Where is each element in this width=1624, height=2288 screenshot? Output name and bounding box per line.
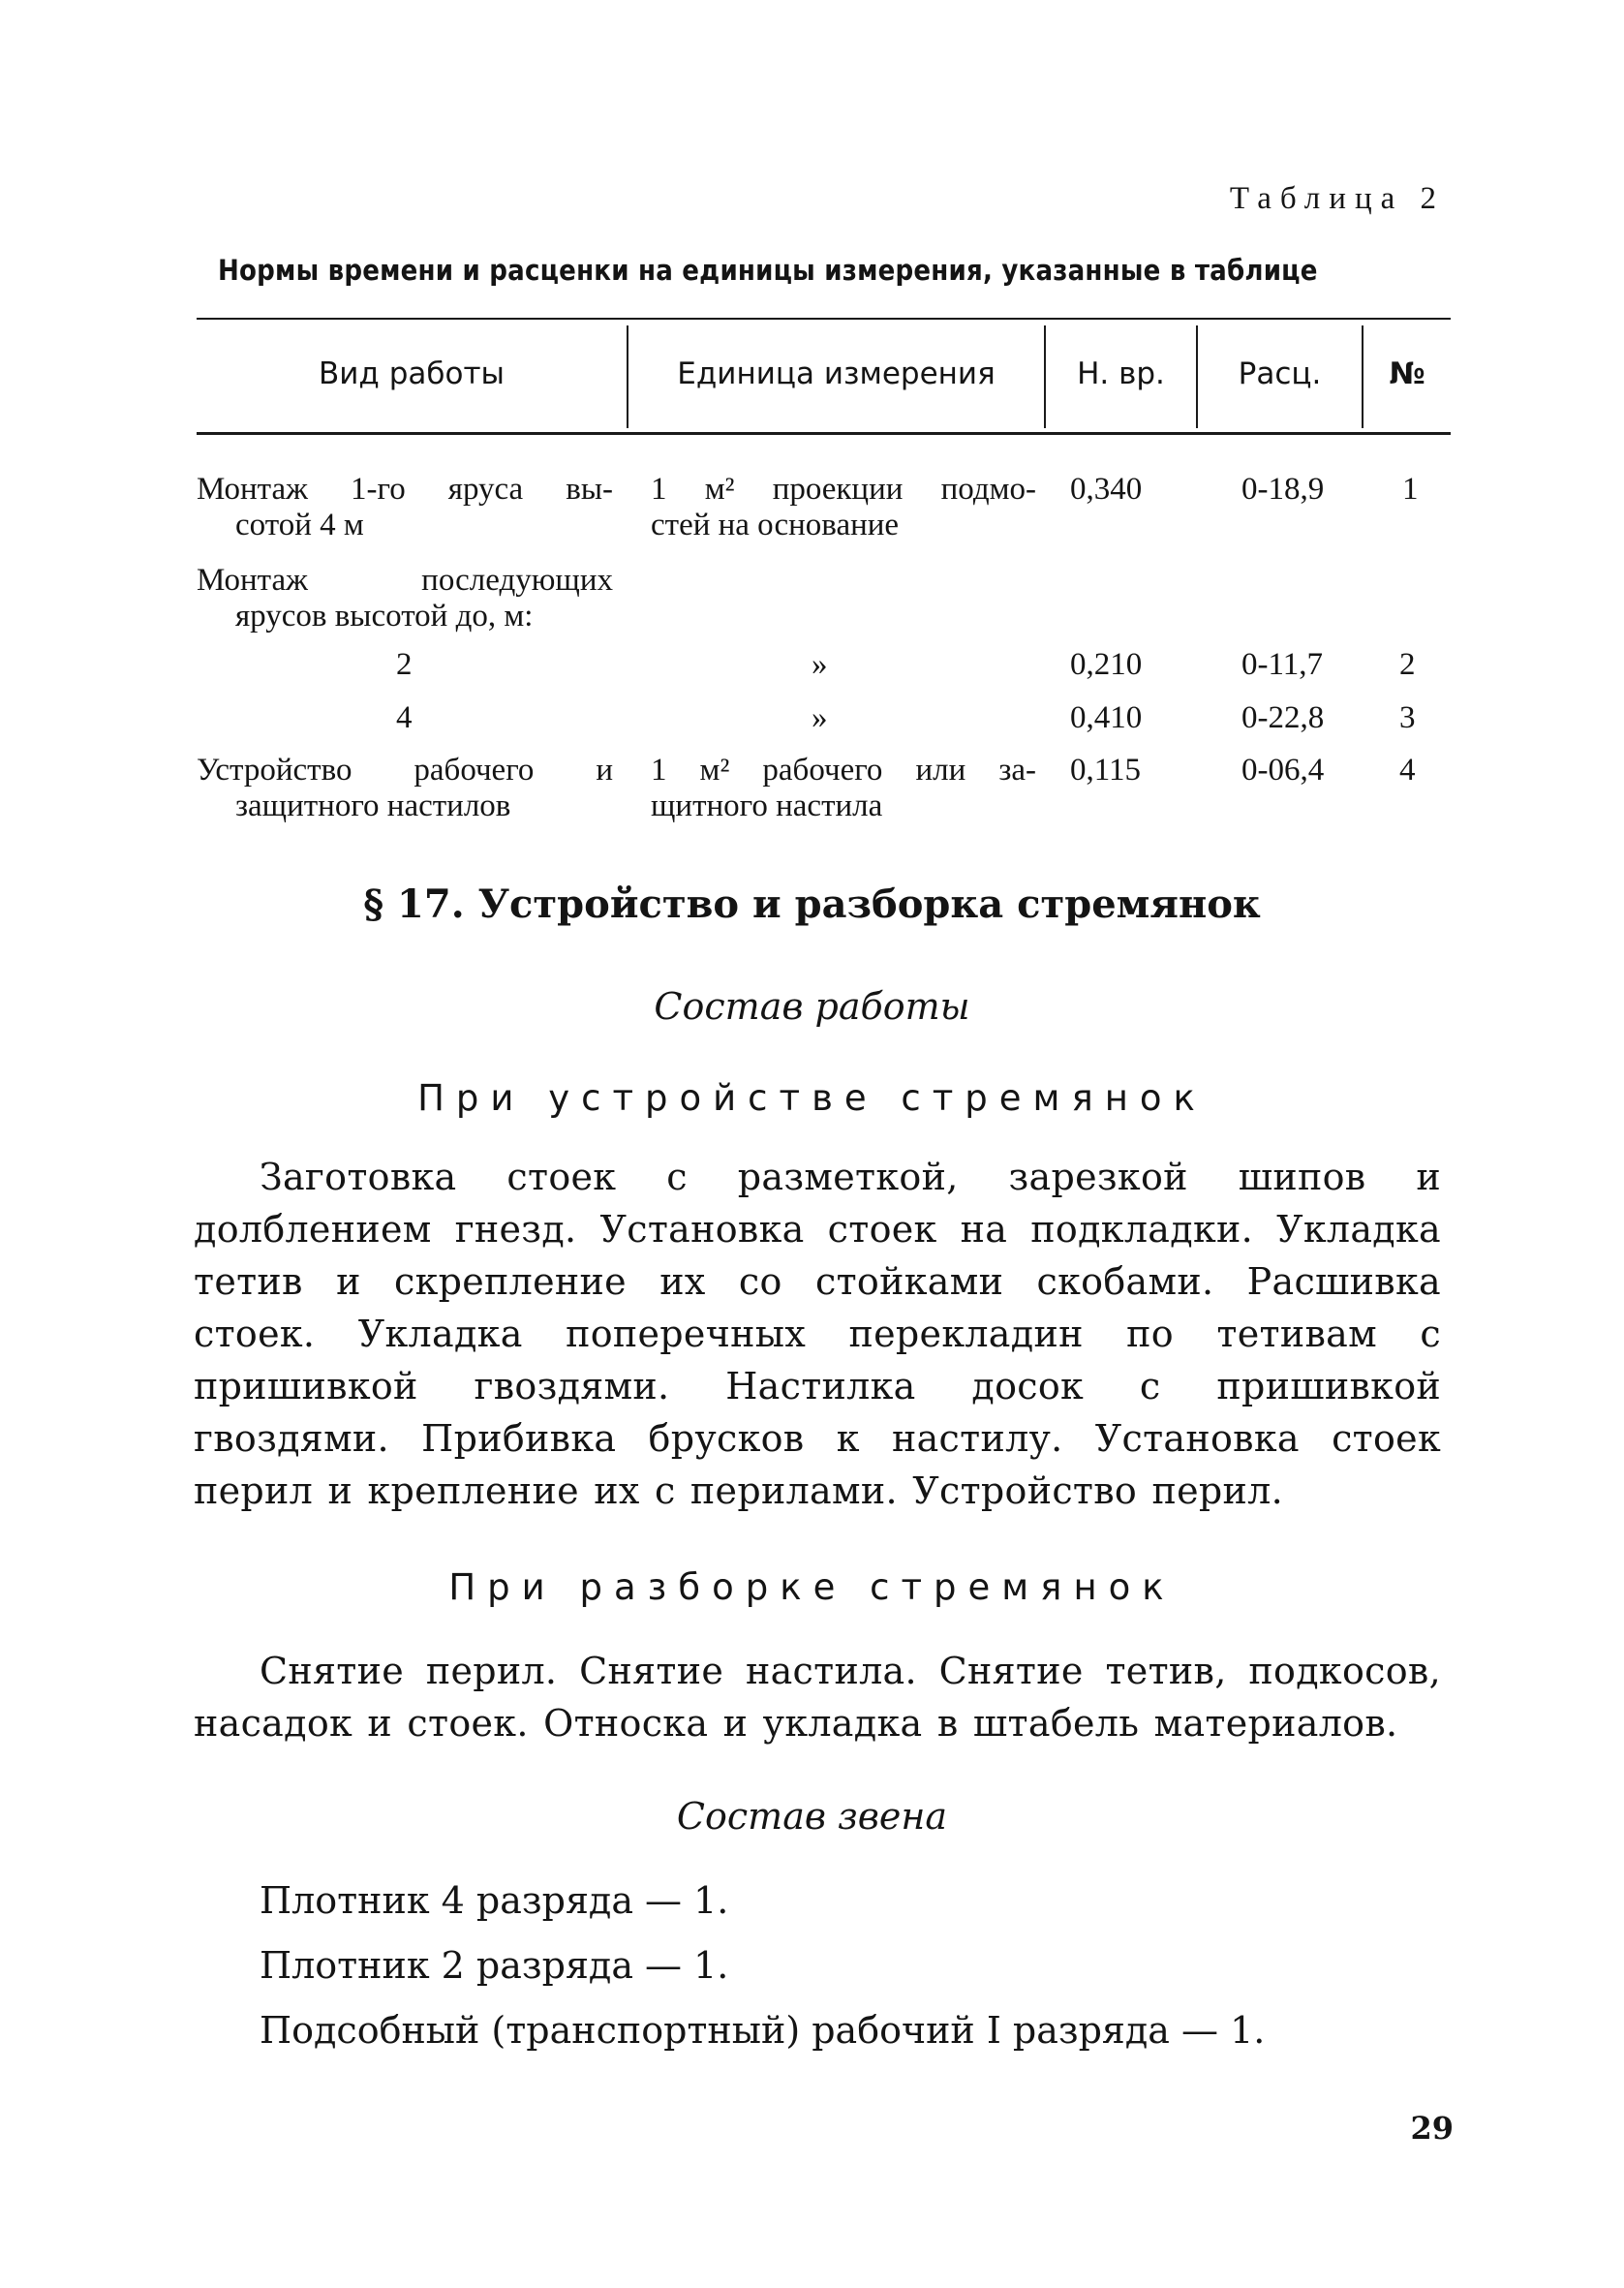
row3-rate: 0-11,7 bbox=[1241, 647, 1324, 682]
header-unit: Единица измерения bbox=[677, 356, 996, 391]
dismantle-paragraph: Снятие перил. Снятие настила. Снятие тетив, подкосов, насадок и стоек. Относка и укладка в штабель материалов. bbox=[194, 1650, 1441, 1745]
row3-unit-ditto: » bbox=[812, 647, 828, 682]
row5-time: 0,115 bbox=[1070, 753, 1142, 788]
row1-unit-line2: стей на основание bbox=[651, 508, 900, 542]
dismantle-heading: При разборке стремянок bbox=[448, 1566, 1176, 1608]
row4-number: 3 bbox=[1399, 700, 1416, 735]
row1-rate: 0-18,9 bbox=[1241, 472, 1325, 507]
table-caption: Нормы времени и расценки на единицы измерения, указанные в таблице bbox=[218, 254, 1318, 287]
row3-time: 0,210 bbox=[1070, 647, 1143, 682]
header-rate: Расц. bbox=[1238, 356, 1322, 391]
crew-line: Подсобный (транспортный) рабочий I разряда — 1. bbox=[260, 2009, 1266, 2052]
row5-rate: 0-06,4 bbox=[1241, 753, 1325, 788]
row5-work-line2: защитного настилов bbox=[235, 788, 511, 823]
install-paragraph: Заготовка стоек с разметкой, зарезкой шипов и долблением гнезд. Установка стоек на подкладки. Укладка тетив и скрепление их со стойками скобами. Расшивка стоек. Укладка поперечных перекладин по тетивам с пришивкой гвоздями. Настилка досок с пришивкой гвоздями. Прибивка брусков к настилу. Установка стоек перил и крепление их с перилами. Устройство перил. bbox=[194, 1156, 1441, 1512]
work-composition-heading: Состав работы bbox=[654, 985, 970, 1028]
row1-number: 1 bbox=[1402, 472, 1419, 507]
row4-rate: 0-22,8 bbox=[1241, 700, 1325, 735]
table-label: Таблица 2 bbox=[1229, 181, 1445, 216]
table-top-rule bbox=[197, 318, 1451, 320]
row4-height: 4 bbox=[396, 700, 413, 735]
row1-time: 0,340 bbox=[1070, 472, 1143, 507]
row1-work-line1: Монтаж 1-го яруса вы- bbox=[197, 472, 613, 507]
row5-work-line1: Устройство рабочего и bbox=[197, 753, 613, 788]
header-number: № bbox=[1389, 356, 1425, 391]
row5-number: 4 bbox=[1399, 753, 1416, 788]
row5-unit-line1: 1 м² рабочего или за- bbox=[651, 753, 1036, 788]
install-heading: При устройстве стремянок bbox=[417, 1077, 1207, 1119]
row1-unit-line1: 1 м² проекции подмо- bbox=[651, 472, 1036, 507]
crew-heading: Состав звена bbox=[676, 1795, 948, 1838]
row2-work-line1: Монтаж последующих bbox=[197, 563, 613, 598]
row2-work-line2: ярусов высотой до, м: bbox=[235, 599, 534, 634]
section-title: § 17. Устройство и разборка стремянок bbox=[363, 881, 1261, 927]
header-time-norm: Н. вр. bbox=[1077, 356, 1165, 391]
table-header-rule bbox=[197, 432, 1451, 435]
row5-unit-line2: щитного настила bbox=[651, 788, 883, 823]
row3-number: 2 bbox=[1399, 647, 1416, 682]
header-work-type: Вид работы bbox=[319, 356, 505, 391]
row1-work-line2: сотой 4 м bbox=[235, 508, 364, 542]
crew-line: Плотник 4 разряда — 1. bbox=[260, 1879, 729, 1922]
row3-height: 2 bbox=[396, 647, 413, 682]
page-number: 29 bbox=[1410, 2110, 1454, 2147]
row4-time: 0,410 bbox=[1070, 700, 1143, 735]
crew-line: Плотник 2 разряда — 1. bbox=[260, 1944, 729, 1987]
row4-unit-ditto: » bbox=[812, 700, 828, 735]
